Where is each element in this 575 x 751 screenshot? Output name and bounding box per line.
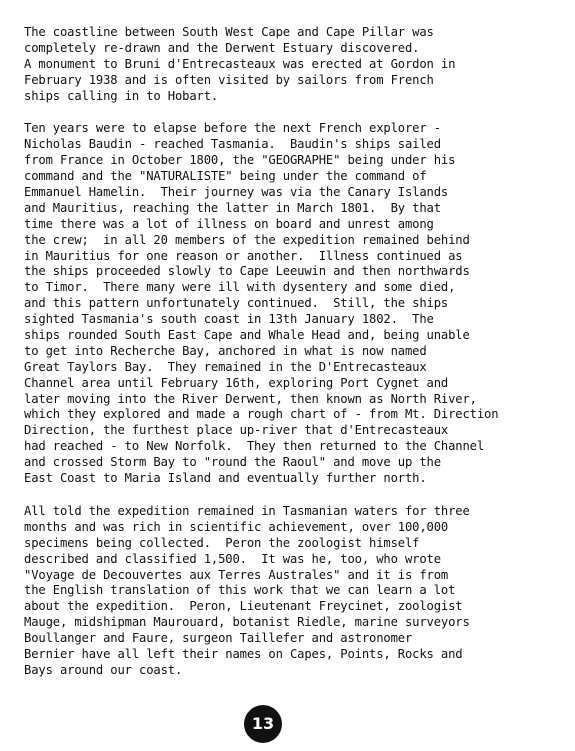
text-line: to Timor. There many were ill with dysentery and some died,: [24, 280, 456, 295]
text-line: command and the "NATURALISTE" being under the command of: [24, 169, 427, 184]
text-line: from France in October 1800, the "GEOGRAPHE" being under his: [24, 153, 456, 168]
text-line: had reached - to New Norfolk. They then returned to the Channel: [24, 439, 484, 454]
text-line: Bernier have all left their names on Capes, Points, Rocks and: [24, 646, 463, 661]
text-line: and this pattern unfortunately continued. Still, the ships: [24, 296, 449, 311]
text-line: East Coast to Maria Island and eventually further north.: [24, 471, 427, 486]
text-line: time there was a lot of illness on board and unrest among: [24, 216, 434, 231]
text-line: Direction, the furthest place up-river that d'Entrecasteaux: [24, 423, 449, 438]
text-line: Bays around our coast.: [24, 662, 183, 677]
text-line: Ten years were to elapse before the next French explorer -: [24, 121, 441, 136]
text-line: A monument to Bruni d'Entrecasteaux was erected at Gordon in: [24, 56, 456, 71]
text-line: Mauge, midshipman Maurouard, botanist Riedle, marine surveyors: [24, 615, 470, 630]
text-line: to get into Recherche Bay, anchored in what is now named: [24, 343, 427, 358]
text-line: Boullanger and Faure, surgeon Taillefer and astronomer: [24, 631, 413, 646]
text-line: "Voyage de Decouvertes aux Terres Australes" and it is from: [24, 567, 449, 582]
text-line: Nicholas Baudin - reached Tasmania. Baudin's ships sailed: [24, 137, 441, 152]
text-line: Great Taylors Bay. They remained in the D'Entrecasteaux: [24, 359, 427, 374]
text-line: specimens being collected. Peron the zoologist himself: [24, 535, 420, 550]
text-line: the ships proceeded slowly to Cape Leeuwin and then northwards: [24, 264, 470, 279]
text-line: in Mauritius for one reason or another. Illness continued as: [24, 248, 463, 263]
text-line: February 1938 and is often visited by sailors from French: [24, 72, 434, 87]
text-line: described and classified 1,500. It was he, too, who wrote: [24, 551, 441, 566]
text-line: months and was rich in scientific achievement, over 100,000: [24, 519, 449, 534]
text-line: about the expedition. Peron, Lieutenant Freycinet, zoologist: [24, 599, 463, 614]
text-line: ships calling in to Hobart.: [24, 88, 219, 103]
paragraph-coastline: [24, 25, 570, 104]
text-line: Emmanuel Hamelin. Their journey was via the Canary Islands: [24, 185, 449, 200]
text-line: and Mauritius, reaching the latter in March 1801. By that: [24, 200, 441, 215]
text-line: later moving into the River Derwent, then known as North River,: [24, 391, 477, 406]
text-line: The coastline between South West Cape and Cape Pillar was: [24, 25, 434, 39]
text-line: which they explored and made a rough chart of - from Mt. Direction: [24, 407, 499, 422]
text-line: ships rounded South East Cape and Whale Head and, being unable: [24, 328, 470, 343]
paragraph-baudin: [24, 121, 570, 486]
page-number-badge: 13: [244, 705, 282, 743]
document-page: [24, 25, 570, 679]
text-line: and crossed Storm Bay to "round the Raoul" and move up the: [24, 455, 441, 470]
text-line: the English translation of this work that we can learn a lot: [24, 583, 456, 598]
text-line: All told the expedition remained in Tasmanian waters for three: [24, 503, 470, 518]
text-line: the crew; in all 20 members of the expedition remained behind: [24, 232, 470, 247]
text-line: Channel area until February 16th, exploring Port Cygnet and: [24, 375, 449, 390]
text-line: completely re-drawn and the Derwent Estuary discovered.: [24, 40, 420, 55]
paragraph-expedition: [24, 504, 570, 679]
text-line: sighted Tasmania's south coast in 13th January 1802. The: [24, 312, 434, 327]
